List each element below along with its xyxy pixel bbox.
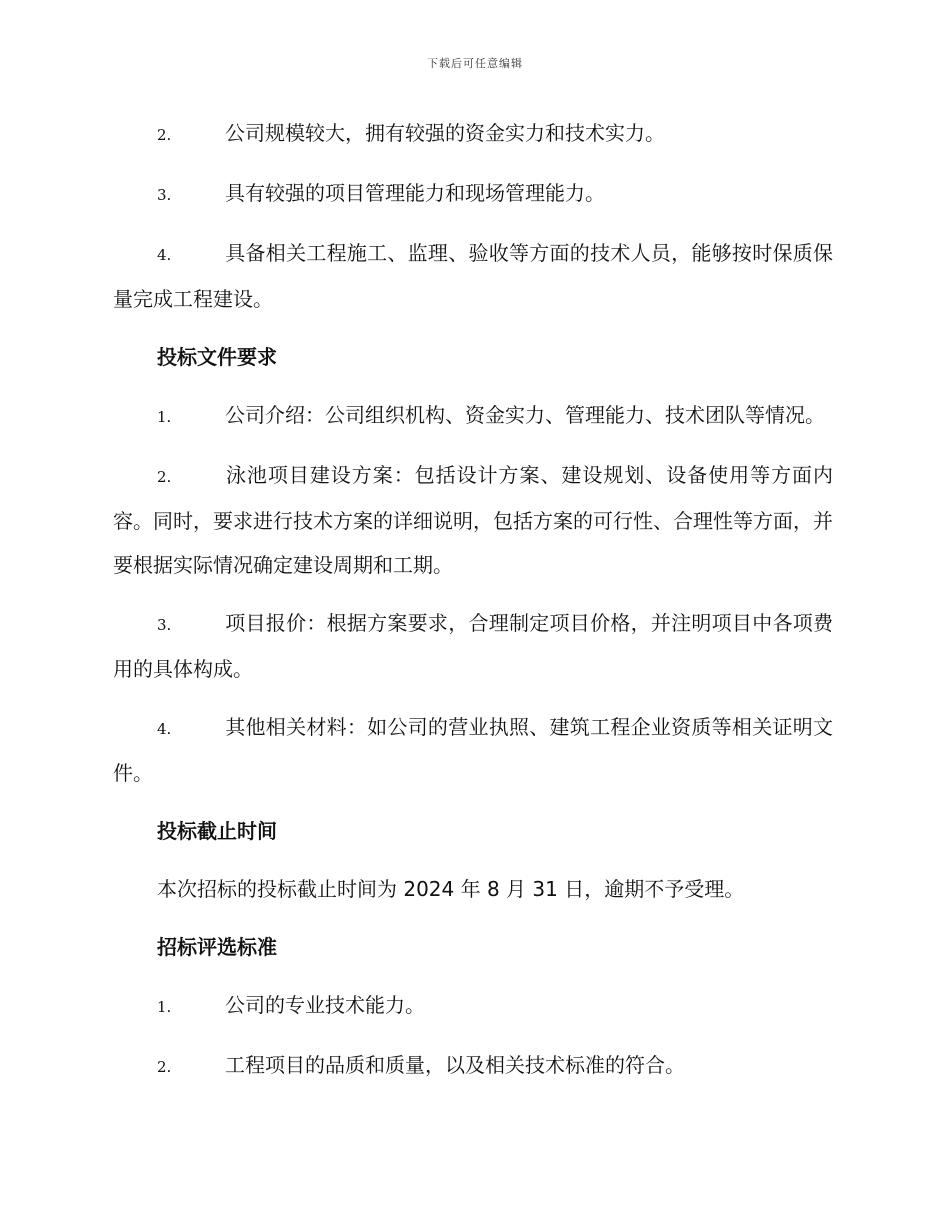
list-number: 2. bbox=[157, 468, 172, 486]
document-body bbox=[113, 111, 833, 1103]
list-item-text: 工程项目的品质和质量，以及相关技术标准的符合。 bbox=[225, 1053, 685, 1077]
list-item-text: 其他相关材料：如公司的营业执照、建筑工程企业资质等相关证明文件。 bbox=[113, 715, 833, 785]
list-item bbox=[113, 601, 833, 691]
list-number: 2. bbox=[157, 1058, 172, 1076]
list-item-text: 公司规模较大，拥有较强的资金实力和技术实力。 bbox=[225, 121, 665, 145]
list-item-text: 具备相关工程施工、监理、验收等方面的技术人员，能够按时保质保量完成工程建设。 bbox=[113, 241, 833, 311]
list-item-text: 具有较强的项目管理能力和现场管理能力。 bbox=[225, 181, 605, 205]
list-item bbox=[113, 705, 833, 795]
list-item bbox=[113, 453, 833, 587]
list-item-text: 公司的专业技术能力。 bbox=[225, 993, 425, 1017]
list-item-text: 泳池项目建设方案：包括设计方案、建设规划、设备使用等方面内容。同时，要求进行技术方案的详细说明，包括方案的可行性、合理性等方面，并要根据实际情况确定建设周期和工期。 bbox=[113, 463, 833, 577]
list-number: 1. bbox=[157, 998, 172, 1016]
list-number: 4. bbox=[157, 720, 172, 738]
list-item bbox=[113, 231, 833, 321]
list-item bbox=[113, 393, 833, 439]
page-header-note: 下载后可任意编辑 bbox=[427, 57, 523, 70]
list-number: 3. bbox=[157, 186, 172, 204]
section-heading: 投标文件要求 bbox=[157, 345, 277, 369]
list-item bbox=[113, 111, 833, 157]
list-item bbox=[113, 171, 833, 217]
list-item-text: 公司介绍：公司组织机构、资金实力、管理能力、技术团队等情况。 bbox=[225, 403, 825, 427]
list-number: 4. bbox=[157, 246, 172, 264]
deadline-text: 本次招标的投标截止时间为 2024 年 8 月 31 日，逾期不予受理。 bbox=[157, 877, 745, 901]
section-heading: 招标评选标准 bbox=[157, 935, 277, 959]
section-heading: 投标截止时间 bbox=[157, 819, 277, 843]
list-item bbox=[113, 983, 833, 1029]
list-number: 3. bbox=[157, 616, 172, 634]
list-number: 2. bbox=[157, 126, 172, 144]
list-item bbox=[113, 1043, 833, 1089]
list-number: 1. bbox=[157, 408, 172, 426]
list-item-text: 项目报价：根据方案要求，合理制定项目价格，并注明项目中各项费用的具体构成。 bbox=[113, 611, 833, 681]
